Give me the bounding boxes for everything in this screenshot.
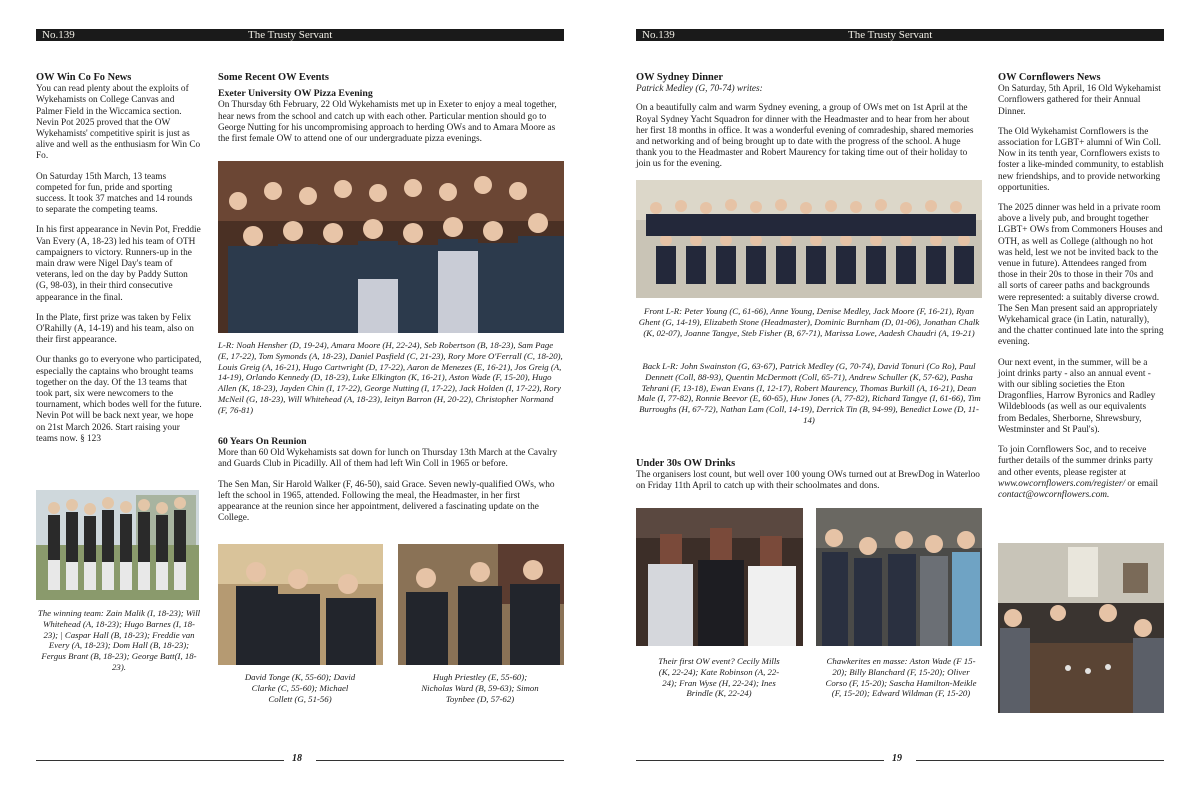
footer-rule-right xyxy=(916,760,1164,761)
cornflowers-email-link[interactable]: contact@owcornflowers.com. xyxy=(998,489,1110,500)
footer-rule-left xyxy=(636,760,884,761)
reunion-paragraph: The Sen Man, Sir Harold Walker (F, 46-50), said Grace. Seven newly-qualified OWs, who left the school in 1965, attended. Following the meal, the Headmaster, in her first appearance at the reunion since her appointment, delivered a fascinating update on the College. xyxy=(218,479,555,524)
wincofo-column xyxy=(36,72,202,454)
sydney-back-caption: Back L-R: John Swainston (G, 63-67), Patrick Medley (G, 70-74), David Tonuri (Co Ro), Paul Dennett (Coll, 88-93), Quentin McDermott (Coll, 65-71), Andrew Schuller (K, 57-62), Pasha Tehrani (F, 13-18), Ewan Evans (I, 12-17), Robert Maurency, Thomas Burkill (A, 16-21), Dean Male (I, 77-82), Ronnie Beevor (E, 60-65), Huw Jones (A, 77-82), Richard Tangye (I, 61-66), Tim Burroughs (H, 67-72), Nathan Lam (Coll, 14-19), Derrick Tin (B, 94-99), Benedict Lowe (D, 11-14) xyxy=(637,361,981,425)
winning-team-photo xyxy=(36,490,199,600)
under30-photo-a xyxy=(636,508,803,646)
under30-caption-b: Chawkerites en masse: Aston Wade (F 15-20); Billy Blanchard (F, 15-20); Oliver Corso (F, 15-20); Sascha Hamilton-Meikle (F, 15-20); Edward Wildman (F, 15-20) xyxy=(825,656,977,699)
under30-caption-a: Their first OW event? Cecily Mills (K, 22-24); Kate Robinson (A, 22-24); Fran Wyse (H, 22-24); Ines Brindle (K, 22-24) xyxy=(658,656,780,699)
cornflowers-paragraph: The 2025 dinner was held in a private room above a lively pub, and brought together LGBT+ OWs from Commoners Houses and OTH, as well as College (although no hot was held, lest we not be invited back to the venue in future). Attendees ranged from those in their 20s to those in their 70s and all sorts of career paths and backgrounds were represented: a suitably diverse crowd. The Sen Man present said an appropriately Wykehamical grace (in Latin, naturally), and the chatter continued late into the spring evening. xyxy=(998,203,1164,348)
cornflowers-paragraph: The Old Wykehamist Cornflowers is the association for LGBT+ alumni of Win Coll. Now in its tenth year, Cornflowers exists to foster a like-minded community, to establish new friendships, and to provide networking opportunities. xyxy=(998,126,1164,193)
page-header xyxy=(636,29,1164,41)
exeter-heading: Exeter University OW Pizza Evening xyxy=(218,88,373,100)
issue-number: No.139 xyxy=(642,29,675,41)
cornflowers-email-text: or email xyxy=(1127,478,1159,489)
winning-team-caption: The winning team: Zain Malik (I, 18-23); Will Whitehead (A, 18-23); Hugo Barnes (I, 18-23); | Caspar Hall (B, 18-23); Freddie van Every (A, 18-23); Dom Hall (B, 18-23); Fergus Brant (B, 18-23); George Batt(I, 18-23). xyxy=(37,608,201,672)
cornflowers-heading: OW Cornflowers News xyxy=(998,72,1101,83)
magazine-title: The Trusty Servant xyxy=(248,29,333,41)
sydney-byline: Patrick Medley (G, 70-74) writes: xyxy=(636,84,763,95)
wincofo-paragraph: Our thanks go to everyone who participated, especially the captains who brought teams together on the day. Of the 13 teams that took part, six were newcomers to the tournament, which bodes well for the future. Nevin Pot will be back next year, we hope on 21st March 2026. Start raising your teams now. § 123 xyxy=(36,355,202,444)
reunion-caption-a: David Tonge (K, 55-60); David Clarke (C, 55-60); Michael Collett (G, 51-56) xyxy=(244,672,356,704)
footer-rule-left xyxy=(36,760,284,761)
cornflowers-join-text: To join Cornflowers Soc, and to receive further details of the summer drinks party and other events, please register at xyxy=(998,445,1153,478)
events-column xyxy=(218,72,564,154)
reunion-photo-a xyxy=(218,544,383,665)
under30-heading: Under 30s OW Drinks xyxy=(636,458,736,469)
sydney-group-photo xyxy=(636,180,982,298)
cornflowers-photo xyxy=(998,543,1164,713)
wincofo-paragraph: You can read plenty about the exploits of Wykehamists on College Canvas and Palmer Field in the Wiccamica section. Nevin Pot 2025 proved that the OW Wykehamists' competitive spirit is just as alive and well as the enthusiasm for Win Co Fo. xyxy=(36,84,201,162)
under30-paragraph: The organisers lost count, but well over 100 young OWs turned out at BrewDog in Waterloo on Friday 11th April to catch up with their schoolmates and dons. xyxy=(636,470,980,492)
wincofo-paragraph: In his first appearance in Nevin Pot, Freddie Van Every (A, 18-23) led his team of OTH campaigners to victory. Runners-up in the main draw were Nigel Day's team of veterans, led on the day by Paddy Sutton (G, 98-03), in their third consecutive appearance in the final. xyxy=(36,225,201,303)
page-number: 18 xyxy=(292,753,302,764)
under30-photo-b xyxy=(816,508,982,646)
sydney-front-caption: Front L-R: Peter Young (C, 61-66), Anne Young, Denise Medley, Jack Moore (F, 16-21), Ryan Ghent (G, 14-19), Elizabeth Stone (Headmaster), Dominic Burnham (D, 01-06), Jonathan Chalk (K, 02-07), Joanne Tangye, Steb Fisher (B, 67-71), Marissa Lowe, Aadesh Chaudri (A, 19-21) xyxy=(638,306,980,338)
cornflowers-url-link[interactable]: www.owcornflowers.com/register/ xyxy=(998,478,1126,489)
exeter-group-photo xyxy=(218,161,564,333)
reunion-paragraph: More than 60 Old Wykehamists sat down for lunch on Thursday 13th March at the Cavalry and Guards Club in Picadilly. All of them had left Win Coll in 1965 or before. xyxy=(218,448,558,470)
cornflowers-paragraph: On Saturday, 5th April, 16 Old Wykehamist Cornflowers gathered for their Annual Dinner. xyxy=(998,84,1161,117)
reunion-photo-b xyxy=(398,544,564,665)
page-header xyxy=(36,29,564,41)
exeter-paragraph: On Thursday 6th February, 22 Old Wykehamists met up in Exeter to enjoy a meal together, hear news from the school and catch up with each other. Particular mention should go to George Nutting for his uncompromising approach to herding OWs and to Amara Moore as the first female OW to attend one of our undergraduate pizza evenings. xyxy=(218,100,557,145)
page-number: 19 xyxy=(892,753,902,764)
reunion-heading: 60 Years On Reunion xyxy=(218,436,307,447)
sydney-paragraph: On a beautifully calm and warm Sydney evening, a group of OWs met on 1st April at the Royal Sydney Yacht Squadron for dinner with the Headmaster and to hear from her about her first 18 months in office. It was a wonderful evening of comradeship, shared memories and networking and of being brought up to date with the progress of the school. A huge thank you to the Headmaster and Robert Maurency for taking time out of their holiday to join us for the evening. xyxy=(636,103,974,170)
events-heading: Some Recent OW Events xyxy=(218,72,329,83)
sydney-column xyxy=(636,72,982,180)
cornflowers-paragraph: Our next event, in the summer, will be a joint drinks party - also an annual event - with our sibling societies the Eton Dragonflies, Harrow Byronics and Radley Wildebloods (as well as our equivalents from Bedales, Sherborne, Shrewsbury, Westminster and St Paul's). xyxy=(998,357,1156,435)
exeter-caption: L-R: Noah Hensher (D, 19-24), Amara Moore (H, 22-24), Seb Robertson (B, 18-23), Sam Page (E, 17-22), Tom Symonds (A, 18-23), Daniel Pasfield (C, 21-23), Rory More O'Ferrall (C, 18-20), Louis Greig (A, 16-21), Hugo Cartwright (D, 17-22), Aaron de Menezes (E, 16-21), Jos Greig (A, 14-19), Orlando Kennedy (D, 18-23), Luke Elkington (K, 16-21), Aston Wade (F, 15-20), Hugo Allen (K, 18-23), Jayden Chin (I, 17-22), George Nutting (I, 17-22), Jack Holden (I, 17-22), Rory McNeil (G, 18-23), Will Whitehead (A, 18-23), Ieityn Barron (H, 20-22), Christopher Normand (F, 76-81) xyxy=(218,340,563,415)
reunion-caption-b: Hugh Priestley (E, 55-60); Nicholas Ward (B, 59-63); Simon Toynbee (D, 57-62) xyxy=(421,672,539,704)
sydney-heading: OW Sydney Dinner xyxy=(636,72,723,83)
reunion-section xyxy=(218,436,564,533)
wincofo-heading: OW Win Co Fo News xyxy=(36,72,132,83)
wincofo-paragraph: In the Plate, first prize was taken by Felix O'Rahilly (A, 14-19) and his team, also on their first appearance. xyxy=(36,312,194,346)
issue-number: No.139 xyxy=(42,29,75,41)
wincofo-paragraph: On Saturday 15th March, 13 teams competed for fun, pride and sporting success. It took 37 matches and 14 rounds to separate the competing teams. xyxy=(36,171,193,216)
under30-section xyxy=(636,458,982,502)
right-page xyxy=(600,0,1200,786)
cornflowers-paragraph xyxy=(998,445,1164,501)
cornflowers-column xyxy=(998,72,1164,510)
magazine-title: The Trusty Servant xyxy=(848,29,933,41)
footer-rule-right xyxy=(316,760,564,761)
